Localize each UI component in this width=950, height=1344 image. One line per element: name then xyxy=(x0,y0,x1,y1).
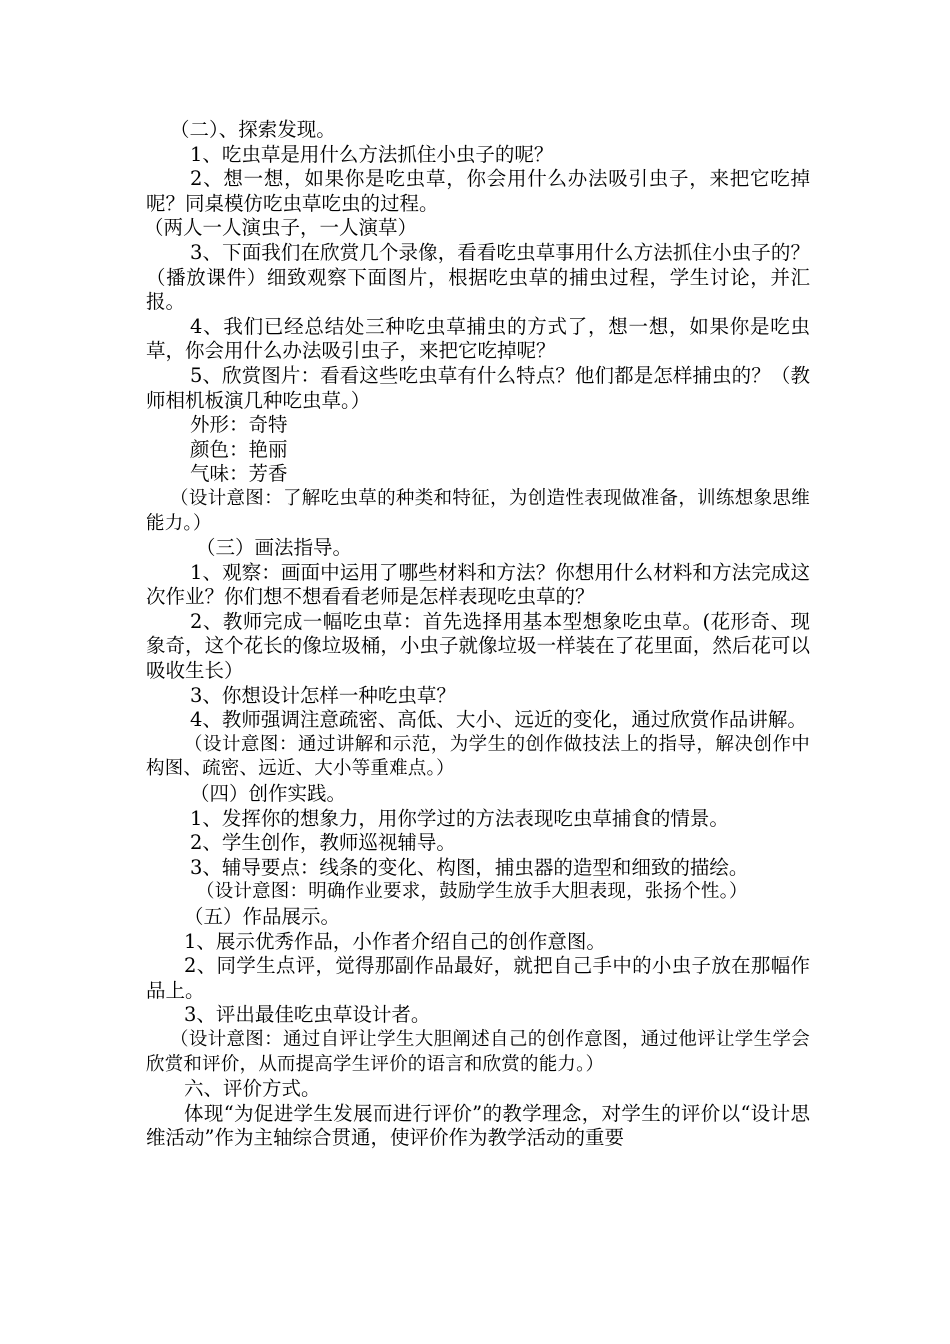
feature-line: 颜色：艳丽 xyxy=(190,437,288,461)
paragraph: （两人一人演虫子，一人演草） xyxy=(144,216,418,240)
section-heading: （三）画法指导。 xyxy=(196,536,353,560)
paragraph: 3、你想设计怎样一种吃虫草？ xyxy=(190,683,456,707)
design-intent-note: （设计意图：通过讲解和示范，为学生的创作做技法上的指导，解决创作中构图、疏密、远近、大小等重难点。） xyxy=(146,733,810,780)
feature-line: 气味：芳香 xyxy=(190,462,288,486)
paragraph: 3、下面我们在欣赏几个录像，看看吃虫草事用什么方法抓住小虫子的？（播放课件）细致观察下面图片，根据吃虫草的捕虫过程，学生讨论，并汇报。 xyxy=(146,240,810,314)
paragraph: 3、辅导要点：线条的变化、构图，捕虫器的造型和细致的描绘。 xyxy=(190,855,749,879)
section-heading: 六、评价方式。 xyxy=(184,1077,321,1101)
paragraph: 3、评出最佳吃虫草设计者。 xyxy=(184,1003,431,1027)
section-heading: （四）创作实践。 xyxy=(190,782,347,806)
paragraph: 5、欣赏图片：看看这些吃虫草有什么特点？他们都是怎样捕虫的？（教师相机板演几种吃虫草。） xyxy=(146,363,810,412)
paragraph: 体现“为促进学生发展而进行评价”的教学理念，对学生的评价以“设计思维活动”作为主轴综合贯通，使评价作为教学活动的重要 xyxy=(146,1101,810,1150)
paragraph: 2、同学生点评，觉得那副作品最好，就把自己手中的小虫子放在那幅作品上。 xyxy=(146,954,810,1002)
design-intent-note: （设计意图：了解吃虫草的种类和特征，为创造性表现做准备，训练想象思维能力。） xyxy=(146,487,810,534)
design-intent-note: （设计意图：明确作业要求，鼓励学生放手大胆表现，张扬个性。） xyxy=(196,881,748,903)
paragraph: 1、吃虫草是用什么方法抓住小虫子的呢？ xyxy=(190,142,554,166)
paragraph: 1、展示优秀作品，小作者介绍自己的创作意图。 xyxy=(184,929,606,953)
feature-line: 外形：奇特 xyxy=(190,413,288,437)
section-heading: （五）作品展示。 xyxy=(184,905,341,928)
paragraph: 2、学生创作，教师巡视辅导。 xyxy=(190,831,456,855)
paragraph: 1、发挥你的想象力，用你学过的方法表现吃虫草捕食的情景。 xyxy=(190,806,729,830)
paragraph: 2、教师完成一幅吃虫草：首先选择用基本型想象吃虫草。(花形奇、现象奇，这个花长的像垃圾桶，小虫子就像垃圾一样装在了花里面，然后花可以吸收生长） xyxy=(146,609,810,683)
paragraph: 1、观察：画面中运用了哪些材料和方法？你想用什么材料和方法完成这次作业？你们想不想看看老师是怎样表现吃虫草的？ xyxy=(146,560,810,609)
design-intent-note: （设计意图：通过自评让学生大胆阐述自己的创作意图，通过他评让学生学会欣赏和评价，从而提高学生评价的语言和欣赏的能力。） xyxy=(146,1028,810,1075)
section-heading: （二）、探索发现。 xyxy=(170,118,336,141)
document-body xyxy=(146,118,810,1151)
paragraph: 4、我们已经总结处三种吃虫草捕虫的方式了，想一想，如果你是吃虫草，你会用什么办法吸引虫子，来把它吃掉呢？ xyxy=(146,314,810,363)
paragraph: 2、想一想，如果你是吃虫草，你会用什么办法吸引虫子，来把它吃掉呢？同桌模仿吃虫草吃虫的过程。 xyxy=(146,167,810,215)
paragraph: 4、教师强调注意疏密、高低、大小、远近的变化，通过欣赏作品讲解。 xyxy=(190,708,807,732)
